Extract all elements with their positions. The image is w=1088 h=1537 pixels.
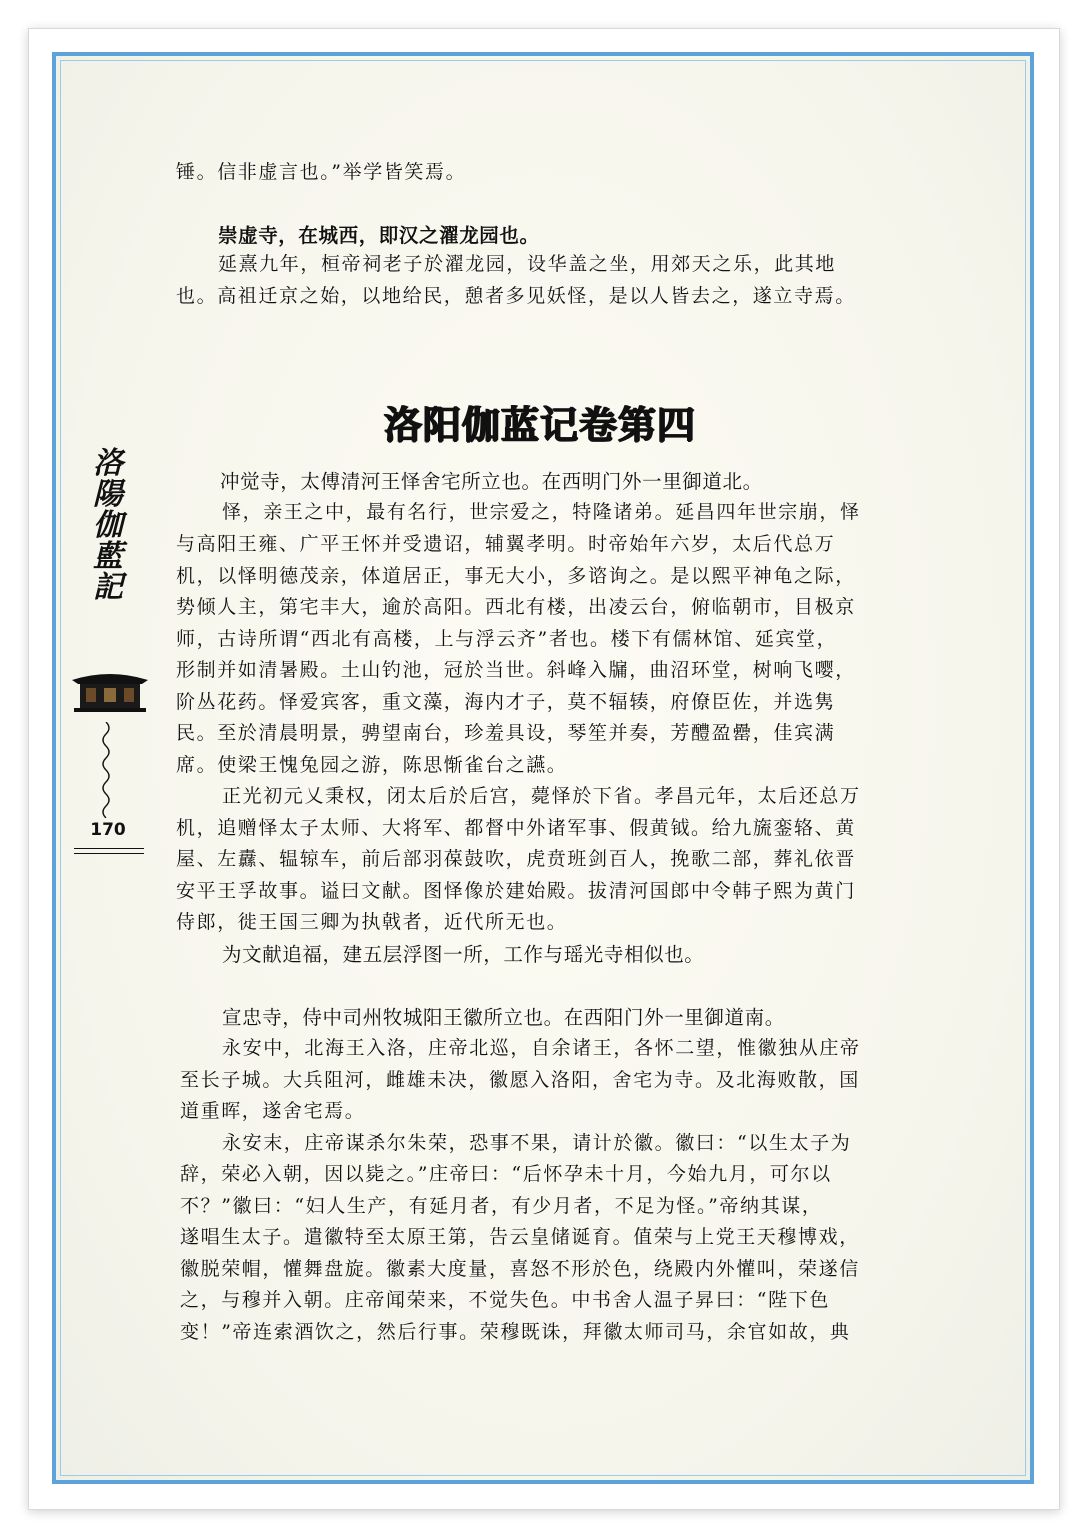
text-line: 遂唱生太子。遣徽特至太原王第，告云皇储诞育。值荣与上党王天穆博戏，: [180, 1226, 860, 1248]
side-title-char: 藍: [93, 539, 123, 574]
text-line: 势倾人主，第宅丰大，逾於高阳。西北有楼，出凌云台，俯临朝市，目极京: [176, 596, 856, 618]
side-title-char: 記: [93, 570, 123, 605]
pavilion-illustration-icon: [70, 668, 150, 716]
text-line: 师，古诗所谓“西北有高楼，上与浮云齐”者也。楼下有儒林馆、延宾堂，: [176, 628, 838, 650]
text-line: 安平王孚故事。谥曰文献。图怿像於建始殿。拔清河国郎中令韩子熙为黄门: [176, 880, 856, 902]
text-line-note: 为文献追福，建五层浮图一所，工作与瑶光寺相似也。: [222, 943, 705, 966]
temple-heading: 宣忠寺，侍中司州牧城阳王徽所立也。在西阳门外一里御道南。: [222, 1006, 785, 1029]
text-line: 至长子城。大兵阻河，雌雄未决，徽愿入洛阳，舍宅为寺。及北海败散，国: [180, 1069, 860, 1091]
text-line: 形制并如清暑殿。土山钓池，冠於当世。斜峰入牖，曲沼环堂，树响飞嘤，: [176, 659, 856, 681]
chapter-title: 洛阳伽蓝记卷第四: [383, 403, 696, 447]
text-line: 不？”徽曰：“妇人生产，有延月者，有少月者，不足为怪。”帝纳其谋，: [180, 1195, 823, 1217]
text-line: 阶丛花药。怿爱宾客，重文藻，海内才子，莫不辐辏，府僚臣佐，并选隽: [176, 691, 836, 713]
text-line: 也。高祖迁京之始，以地给民，憩者多见妖怪，是以人皆去之，遂立寺焉。: [176, 285, 856, 307]
text-line: 席。使梁王愧兔园之游，陈思惭雀台之讌。: [176, 754, 568, 776]
temple-heading-text: 崇虚寺，在城西，即汉之濯龙园也。: [218, 224, 540, 247]
text-line: 永安中，北海王入洛，庄帝北巡，自余诸王，各怀二望，惟徽独从庄帝: [222, 1037, 861, 1059]
text-line: 机，以怿明德茂亲，体道居正，事无大小，多谘询之。是以熙平神龟之际，: [176, 565, 856, 587]
text-line: 民。至於清晨明景，骋望南台，珍羞具设，琴笙并奏，芳醴盈罍，佳宾满: [176, 722, 836, 744]
text-line: 延熹九年，桓帝祠老子於濯龙园，设华盖之坐，用郊天之乐，此其地: [218, 253, 837, 275]
temple-heading: [218, 220, 540, 252]
text-line: 道重晖，遂舍宅焉。: [180, 1100, 366, 1122]
text-line: 永安末，庄帝谋杀尔朱荣，恐事不果，请计於徽。徽曰：“以生太子为: [222, 1132, 852, 1154]
page-number-rule: [74, 848, 144, 854]
text-line: 屋、左纛、辒辌车，前后部羽葆鼓吹，虎贲班剑百人，挽歌二部，葬礼依晋: [176, 848, 856, 870]
text-line: 机，追赠怿太子太师、大将军、都督中外诸军事、假黄钺。给九旒銮辂、黄: [176, 817, 856, 839]
side-title-char: 伽: [93, 508, 123, 543]
text-line: 与高阳王雍、广平王怀并受遗诏，辅翼孝明。时帝始年六岁，太后代总万: [176, 533, 836, 555]
text-line: 徽脱荣帽，懽舞盘旋。徽素大度量，喜怒不形於色，绕殿内外懽叫，荣遂信: [180, 1258, 860, 1280]
wavy-divider-icon: [96, 722, 116, 818]
text-line: 之，与穆并入朝。庄帝闻荣来，不觉失色。中书舍人温子昇曰：“陛下色: [180, 1289, 830, 1311]
side-book-title: [84, 448, 132, 603]
temple-heading: 冲觉寺，太傅清河王怿舍宅所立也。在西明门外一里御道北。: [220, 470, 763, 493]
text-line: 锤。信非虚言也。”举学皆笑焉。: [176, 161, 467, 183]
side-title-char: 陽: [93, 477, 123, 512]
page-number: 170: [90, 820, 126, 840]
side-title-char: 洛: [93, 446, 123, 481]
text-line: 正光初元乂秉权，闭太后於后宫，薨怿於下省。孝昌元年，太后还总万: [222, 785, 861, 807]
text-line: 怿，亲王之中，最有名行，世宗爱之，特隆诸弟。延昌四年世宗崩，怿: [222, 501, 861, 523]
text-line: 侍郎，徙王国三卿为执戟者，近代所无也。: [176, 911, 568, 933]
text-line: 辞，荣必入朝，因以毙之。”庄帝曰：“后怀孕未十月，今始九月，可尔以: [180, 1163, 832, 1185]
text-line: 变！”帝连索酒饮之，然后行事。荣穆既诛，拜徽太师司马，余官如故，典: [180, 1321, 851, 1343]
